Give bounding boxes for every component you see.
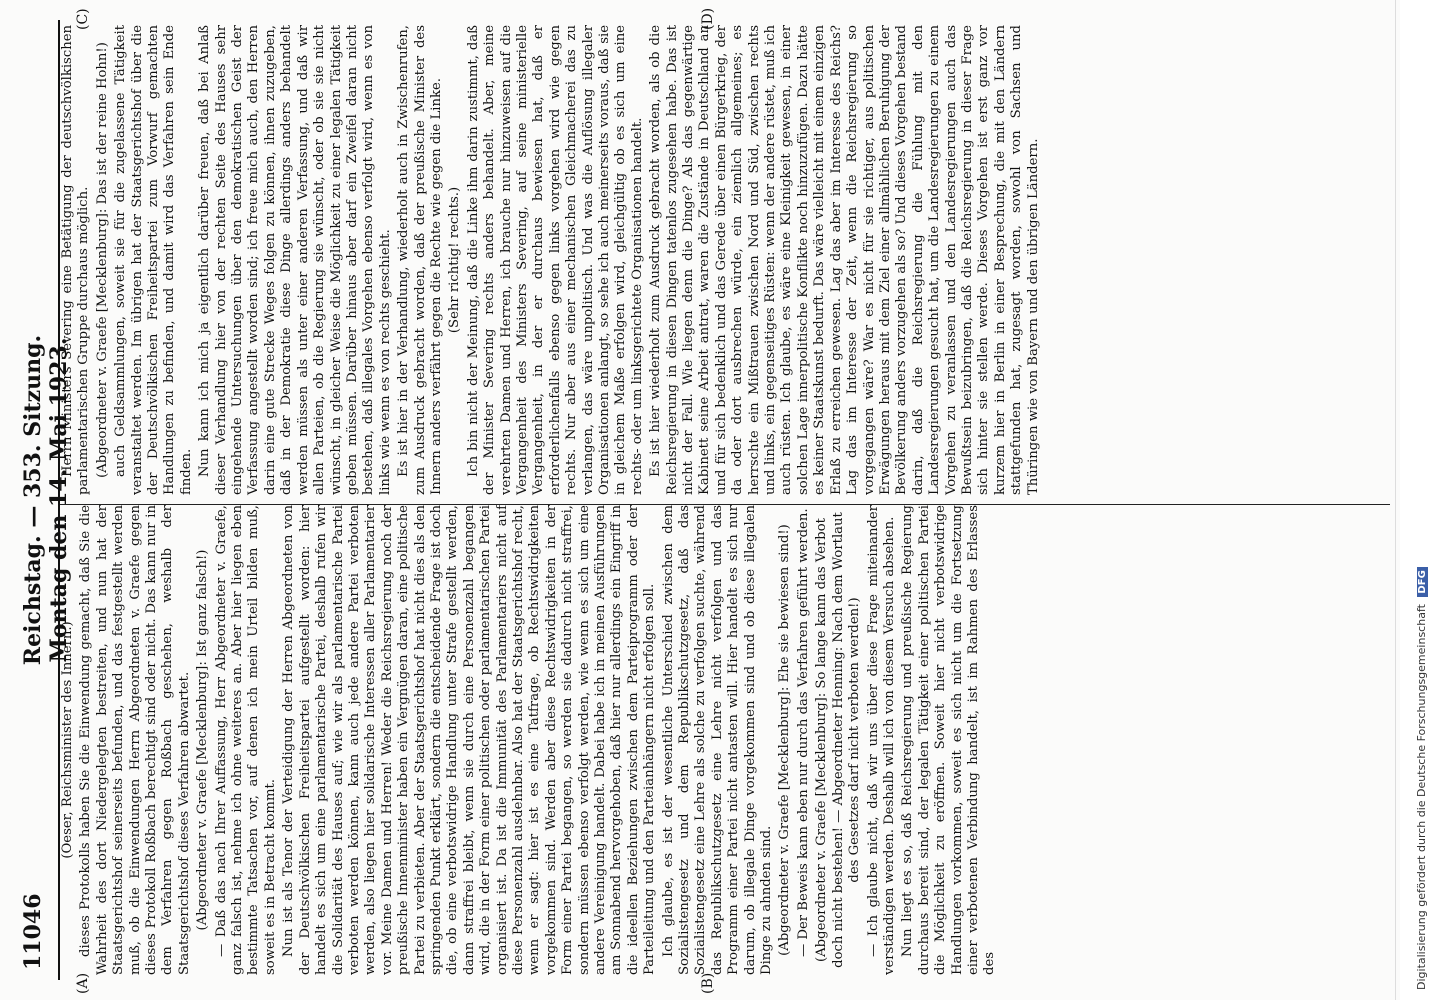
paragraph: (Abgeordneter v. Graefe [Mecklenburg]: So lange kann das Verbot doch nicht bestehen! — Abgeordneter Henning: Nach dem Wortlaut des Gesetzes darf nicht verboten werden!) bbox=[814, 512, 863, 968]
paragraph: (Abgeordneter v. Graefe [Mecklenburg]: Das ist der reine Hohn!) bbox=[94, 42, 110, 478]
digitization-credit bbox=[1415, 10, 1434, 990]
paragraph: Ich bin nicht der Meinung, daß die Linke ihm darin zustimmt, daß der Minister Severing rechts anders behandelt. Aber, meine verehrten Damen und Herren, ich brauche nur hinzuweisen auf die Vergangenheit des Ministers Severing, auf seine ministerielle Vergangenheit, in der er durchaus bewiesen hat, daß er erforderlichenfalls ebenso gegen links vorgehen wird wie gegen rechts. Nur aber aus einer mechanischen Gleichmacherei das zu verlangen, das wäre unpolitisch. Und was die Auflösung illegaler Organisationen anlangt, so sehe ich auch meinerseits voraus, daß sie in gleichem Maße erfolgen wird, gleichgültig ob es sich um eine rechts- oder um linksgerichtete Organisationen handelt. bbox=[465, 25, 645, 495]
page-number: 11046 bbox=[20, 893, 46, 970]
paragraph: Es ist hier in der Verhandlung, wiederholt auch in Zwischenrufen, zum Ausdruck gebracht worden, daß der preußische Minister des Innern anders verfährt gegen die Rechte wie gegen die Linke. bbox=[396, 25, 444, 495]
paragraph: Nun kann ich mich ja eigentlich darüber freuen, daß bei Anlaß dieser Verhandlung hier von der rechten Seite des Hauses sehr eingehende Untersuchungen über den demokratischen Geist der Verfassung angestellt worden sind; ich freue mich auch, den Herren darin eine gute Strecke Weges folgen zu können, ihnen zuzugeben, daß in der Demokratie diese Dinge allerdings anders behandelt werden müssen als unter einer anderen Verfassung, und daß wir allen Parteien, ob die Regierung sie wünscht, oder ob sie sie nicht wünscht, in gleicher Weise die Möglichkeit zu einer legalen Tätigkeit geben müssen. Darüber hinaus aber darf ein Zweifel daran nicht bestehen, daß illegales Vorgehen ebenso verfolgt wird, wenn es von links wie wenn es von rechts geschieht. bbox=[197, 25, 393, 495]
paragraph: — Der Beweis kann eben nur durch das Verfahren geführt werden. bbox=[795, 508, 811, 957]
marker-a: (A) bbox=[75, 972, 91, 994]
paragraph: (Abgeordneter v. Graefe [Mecklenburg]: Ehe sie bewiesen sind!) bbox=[777, 524, 793, 956]
dfg-logo: DFG bbox=[1417, 567, 1428, 596]
column-left bbox=[60, 505, 1390, 975]
paragraph: Es ist hier wiederholt zum Ausdruck gebracht worden, als ob die Reichsregierung in diesen Dingen tatenlos zugesehen habe. Das ist nicht der Fall. Wie liegen denn die Dinge? Als das gegenwärtige Kabinett seine Arbeit antrat, waren die Zustände in Deutschland an und für sich bedenklich und das Gerede über einen Bürgerkrieg, der da oder dort ausbrechen würde, ein ziemlich allgemeines; es herrschte ein Mißtrauen zwischen Nord und Süd, zwischen rechts und links, ein gegenseitiges Rüsten: wenn der andere rüstet, muß ich auch rüsten. Ich glaube, es wäre eine Kleinigkeit gewesen, in einer solchen Lage innerpolitische Konflikte noch hinzuzufügen. Dazu hätte es keiner Staatskunst bedurft. Das wäre vielleicht mit einem einzigen Erlaß zu erreichen gewesen. Lag das aber im Interesse des Reichs? Lag das im Interesse der Zeit, wenn die Reichsregierung so vorgegangen wäre? War es nicht für sie richtiger, aus politischen Erwägungen heraus mit dem Ziel einer allmählichen Beruhigung der Bevölkerung anders vorzugehen als so? Und dieses Vorgehen bestand darin, daß die Reichsregierung die Fühlung mit den Landesregierungen gesucht hat, um die Landesregierungen zu einem Vorgehen zu veranlassen und den Landesregierungen auch das Bewußtsein beizubringen, daß die Reichsregierung in dieser Frage sich hinter sie stellen werde. Dieses Vorgehen ist erst ganz vor kurzem hier in Berlin in einer Besprechung, die mit den Ländern stattgefunden hat, zugesagt worden, sowohl von Sachsen und Thüringen wie von Bayern und den übrigen Ländern. bbox=[648, 25, 1041, 495]
marker-d: (D) bbox=[700, 7, 716, 30]
page-title: Reichstag. — 353. Sitzung. Montag den 14. Mai 1923. bbox=[20, 334, 72, 666]
column-divider bbox=[60, 504, 1390, 505]
marker-c: (C) bbox=[75, 8, 91, 30]
paragraph: dieses Protokolls haben Sie die Einwendung gemacht, daß Sie die Wahrheit des dort Niedergelegten bestreiten, und nun hat der Staatsgerichtshof seinerseits befunden, und das festgestellt werden muß, ob die Einwendungen Herrn Abgeordneten v. Graefe gegen dieses Protokoll Roßbach berechtigt sind oder nicht. Das kann nur in dem Verfahren gegen Roßbach geschehen, weshalb der Staatsgerichtshof dieses Verfahren abwartet. bbox=[78, 505, 192, 975]
paragraph: (Oeser, Reichsminister des Innern.) bbox=[60, 621, 75, 859]
column-right bbox=[60, 25, 1390, 495]
paragraph: — Ich glaube nicht, daß wir uns über diese Frage miteinander verständigen werden. Deshalb will ich von diesem Versuch absehen. bbox=[865, 505, 897, 975]
paragraph: (Sehr richtig! rechts.) bbox=[447, 186, 463, 334]
paragraph: Nun ist als Tenor der Verteidigung der Herren Abgeordneten von der Deutschvölkischen Freiheitspartei aufgestellt worden: hier handelt es sich um eine parlamentarische Partei, deshalb rufen wir die Solidarität des Hauses auf; wie wir als parlamentarische Partei verboten werden können, kann auch jede andere Partei verboten werden, also liegen hier solidarische Interessen aller Parlamentarier vor. Meine Damen und Herren! Weder die Reichsregierung noch der preußische Innenminister haben ein Vergnügen daran, eine politische Partei zu verbieten. Aber der Staatsgerichtshof hat nicht dies als den springenden Punkt erklärt, sondern die entscheidende Frage ist doch die, ob eine verbotswidrige Handlung unter Strafe gestellt werden, dann straffrei bleibt, wenn sie durch eine Personenzahl begangen wird, die in der Form einer politischen oder parlamentarischen Partei organisiert ist. Da ist die Immunität des Parlamentariers nicht auf diese Personenzahl ausdehnbar. Also hat der Staatsgerichtshof recht, wenn er sagt: hier ist es eine Tatfrage, ob Rechtswidrigkeiten vorgekommen sind. Werden aber diese Rechtswidrigkeiten in der Form einer Partei begangen, so werden sie dadurch nicht straffrei, sondern müssen ebenso verfolgt werden, wie wenn es sich um eine andere Vereinigung handelt. Dabei habe ich in meinen Ausführungen am Sonnabend hervorgehoben, daß hier nur allerdings ein Eingriff in die ideellen Beziehungen zwischen dem Parteiprogramm oder der Parteileitung und den Parteianhängern nicht erfolgen soll. bbox=[281, 505, 658, 975]
paragraph: — Daß das nach Ihrer Auffassung, Herr Abgeordneter v. Graefe, ganz falsch ist, nehme ich ohne weiteres an. Aber hier liegen eben bestimmte Tatsachen vor, auf denen ich mein Urteil bilden muß, soweit es in Betracht kommt. bbox=[213, 505, 278, 975]
paragraph: Ich glaube, es ist der wesentliche Unterschied zwischen dem Sozialistengesetz und dem Republikschutzgesetz, daß das Sozialistengesetz eine Lehre als solche zu verfolgen suchte, während das Republikschutzgesetz eine Lehre nicht verfolgen und das Programm einer Partei nicht antasten will. Hier handelt es sich nur darum, ob illegale Dinge vorgekommen sind und ob diese illegalen Dinge zu ahnden sind. bbox=[660, 505, 775, 975]
marker-b: (B) bbox=[700, 972, 716, 994]
paragraph: Nun liegt es so, daß Reichsregierung und preußische Regierung durchaus bereit sind, der legalen Tätigkeit einer politischen Partei die Möglichkeit zu eröffnen. Soweit hier nicht verbotswidrige Handlungen vorkommen, soweit es sich nicht um die Fortsetzung einer verbotenen Verbindung handelt, ist im Rahmen des Erlasses des bbox=[900, 505, 998, 975]
scan-edge bbox=[1395, 0, 1396, 1000]
paragraph: (Abgeordneter v. Graefe [Mecklenburg]: Ist ganz falsch!) bbox=[195, 549, 211, 931]
paragraph: auch Geldsammlungen, soweit sie für die zugelassene Tätigkeit veranstaltet werden. Im übrigen hat der Staatsgerichtshof über die der Deutschvölkischen Freiheitspartei zum Vorwurf gemachten Handlungen zu befinden, und damit wird das Verfahren sein Ende finden. bbox=[113, 25, 194, 495]
credit-text: Digitalisierung gefördert durch die Deutsche Forschungsgemeinschaft bbox=[1415, 604, 1428, 990]
paragraph: Herrn Ministers Severing eine Betätigung der deutschvölkischen parlamentarischen Gruppe durchaus möglich. bbox=[60, 25, 92, 495]
